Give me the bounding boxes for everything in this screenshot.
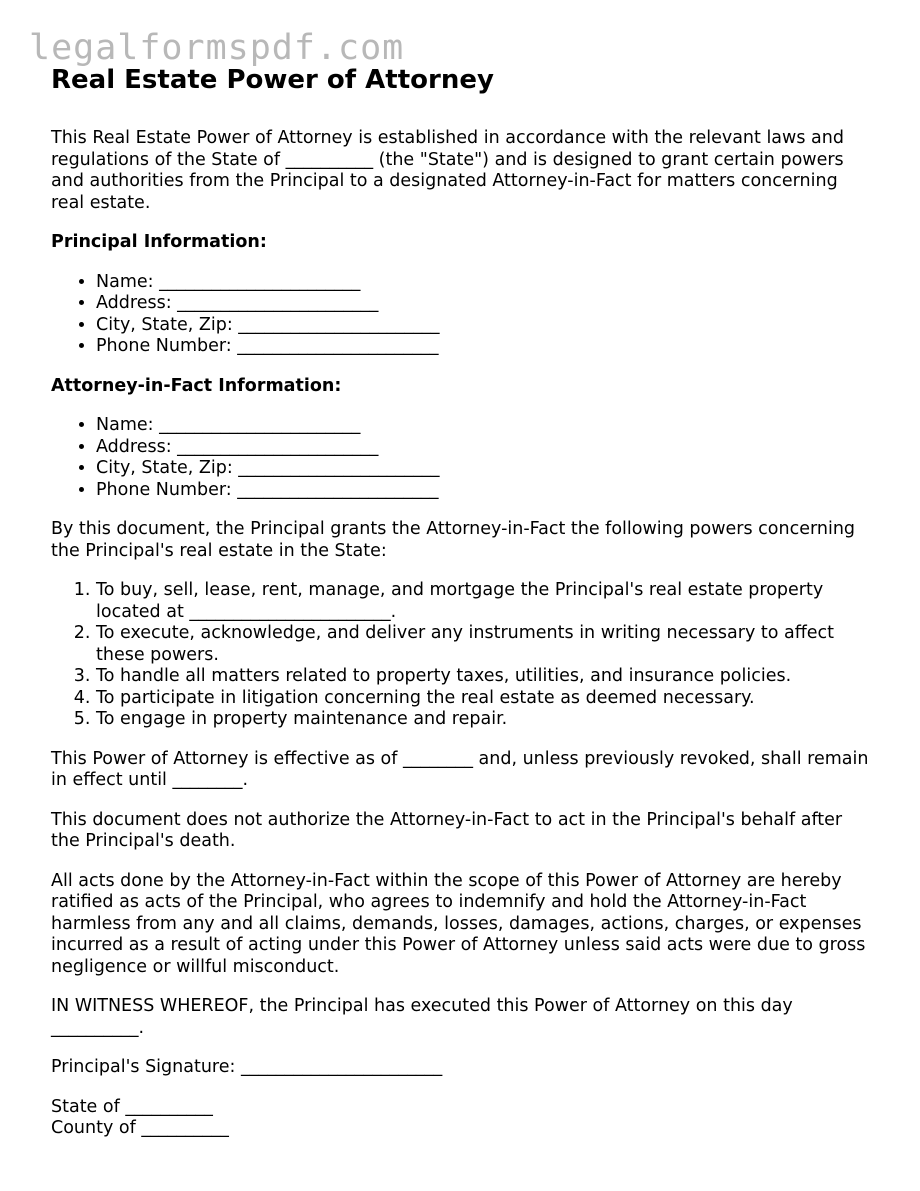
attorney-name-field: • Name: _______________________ [96, 415, 871, 437]
attorney-address-field: • Address: _______________________ [96, 437, 871, 459]
power-item: 1. To buy, sell, lease, rent, manage, and mortgage the Principal's real estate property located at _______________________. [96, 580, 871, 623]
death-clause-paragraph: This document does not authorize the Attorney-in-Fact to act in the Principal's behalf after the Principal's death. [51, 809, 843, 851]
intro-paragraph: This Real Estate Power of Attorney is established in accordance with the relevant laws and regulations of the State of __________ (the "State") and is designed to grant certain powers and authorities from the Principal to a designated Attorney-in-Fact for matters concerning real estate. [51, 128, 844, 213]
attorney-section-heading: Attorney-in-Fact Information: [51, 375, 342, 396]
ratification-paragraph: All acts done by the Attorney-in-Fact within the scope of this Power of Attorney are hereby ratified as acts of the Principal, who agrees to indemnify and hold the Attorney-in-Fact harmless from any and all claims, demands, losses, damages, actions, charges, or expenses incurred as a result of acting under this Power of Attorney unless said acts were due to gross negligence or willful misconduct. [51, 870, 866, 977]
principal-signature-line: Principal's Signature: _______________________ [51, 1057, 443, 1077]
state-line: State of __________ [51, 1096, 213, 1117]
effective-date-paragraph: This Power of Attorney is effective as of ________ and, unless previously revoked, shall remain in effect until ________. [51, 748, 869, 790]
power-item: 2. To execute, acknowledge, and deliver any instruments in writing necessary to affect these powers. [96, 623, 871, 666]
document-body [51, 60, 871, 1140]
principal-section-heading: Principal Information: [51, 232, 267, 252]
powers-list [51, 580, 871, 731]
notary-block [51, 1097, 871, 1140]
grant-intro-paragraph: By this document, the Principal grants the Attorney-in-Fact the following powers concerning the Principal's real estate in the State: [51, 519, 856, 561]
attorney-city-state-zip-field: • City, State, Zip: _______________________ [96, 458, 871, 480]
power-item: 3. To handle all matters related to property taxes, utilities, and insurance policies. [96, 666, 871, 688]
document-title: Real Estate Power of Attorney [51, 65, 494, 95]
power-item: 5. To engage in property maintenance and repair. [96, 709, 871, 731]
county-line: County of __________ [51, 1118, 229, 1138]
principal-address-field: • Address: _______________________ [96, 293, 871, 315]
principal-fields-list [51, 272, 871, 358]
principal-name-field: • Name: _______________________ [96, 272, 871, 294]
watermark: legalformspdf.com [29, 28, 405, 68]
principal-city-state-zip-field: • City, State, Zip: _______________________ [96, 315, 871, 337]
attorney-phone-field: • Phone Number: _______________________ [96, 480, 871, 502]
principal-phone-field: • Phone Number: _______________________ [96, 336, 871, 358]
power-item: 4. To participate in litigation concerning the real estate as deemed necessary. [96, 688, 871, 710]
attorney-fields-list [51, 415, 871, 501]
witness-paragraph: IN WITNESS WHEREOF, the Principal has executed this Power of Attorney on this day __________. [51, 996, 793, 1038]
